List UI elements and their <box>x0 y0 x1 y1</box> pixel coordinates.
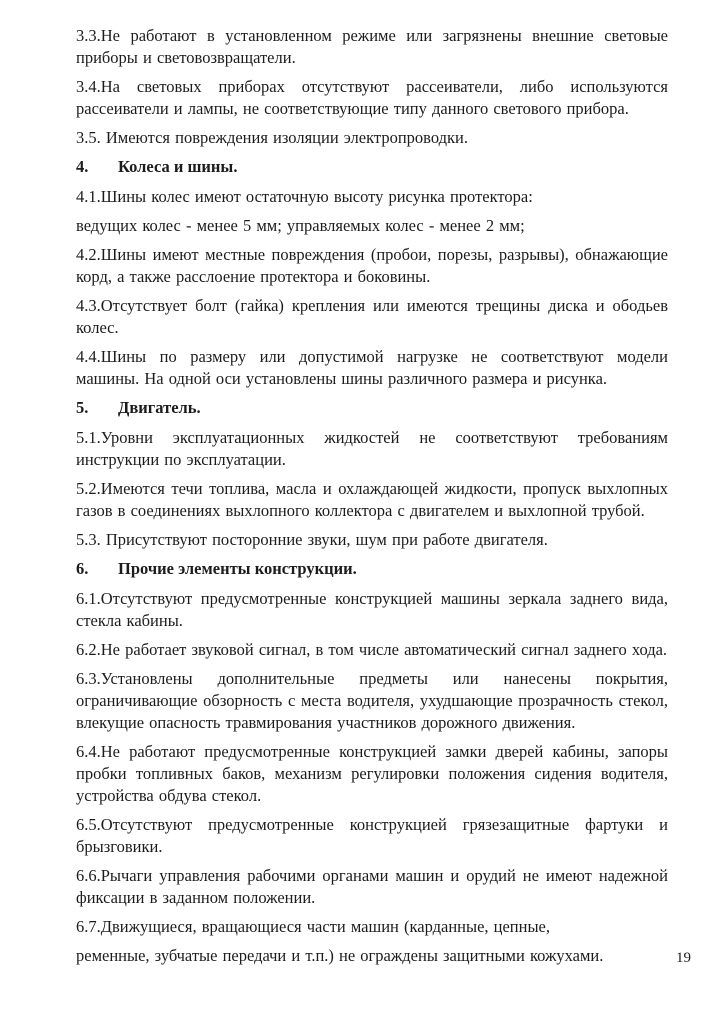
clause-6-6: 6.6.Рычаги управления рабочими органами машин и орудий не имеют надежной фиксации в заданном положении. <box>76 866 668 907</box>
clause-3-4: 3.4.На световых приборах отсутствуют рассеиватели, либо используются рассеиватели и лампы, не соответствующие типу данного светового прибора. <box>76 77 668 118</box>
section-heading-6-title: Прочие элементы конструкции. <box>118 559 357 578</box>
clause-6-7-continuation: ременные, зубчатые передачи и т.п.) не ограждены защитными кожухами. <box>76 946 604 965</box>
section-heading-4 <box>76 156 668 178</box>
clause-5-2: 5.2.Имеются течи топлива, масла и охлаждающей жидкости, пропуск выхлопных газов в соединениях выхлопного коллектора с двигателем и выхлопной трубой. <box>76 479 668 520</box>
section-heading-6-number: 6. <box>76 559 89 578</box>
clause-6-3: 6.3.Установлены дополнительные предметы или нанесены покрытия, ограничивающие обзорность с места водителя, ухудшающие прозрачность стекол, влекущие опасность травмирования участников дорожного движения. <box>76 669 668 732</box>
clause-6-4: 6.4.Не работают предусмотренные конструкцией замки дверей кабины, запоры пробки топливных баков, механизм регулировки положения сидения водителя, устройства обдува стекол. <box>76 742 668 805</box>
section-heading-5-number: 5. <box>76 398 89 417</box>
section-heading-5 <box>76 397 668 419</box>
section-heading-5-title: Двигатель. <box>118 398 201 417</box>
clause-4-1-continuation: ведущих колес - менее 5 мм; управляемых колес - менее 2 мм; <box>76 216 525 235</box>
clause-5-3: 5.3. Присутствуют посторонние звуки, шум при работе двигателя. <box>76 530 548 549</box>
clause-4-1: 4.1.Шины колес имеют остаточную высоту рисунка протектора: <box>76 187 533 206</box>
clause-4-3: 4.3.Отсутствует болт (гайка) крепления или имеются трещины диска и ободьев колес. <box>76 296 668 337</box>
clause-4-4: 4.4.Шины по размеру или допустимой нагрузке не соответствуют модели машины. На одной оси установлены шины различного размера и рисунка. <box>76 347 668 388</box>
clause-3-3: 3.3.Не работают в установленном режиме или загрязнены внешние световые приборы и световозвращатели. <box>76 26 668 67</box>
section-heading-4-title: Колеса и шины. <box>118 157 238 176</box>
clause-4-2: 4.2.Шины имеют местные повреждения (пробои, порезы, разрывы), обнажающие корд, а также расслоение протектора и боковины. <box>76 245 668 286</box>
section-heading-4-number: 4. <box>76 157 89 176</box>
clause-6-2: 6.2.Не работает звуковой сигнал, в том числе автоматический сигнал заднего хода. <box>76 640 668 659</box>
clause-5-1: 5.1.Уровни эксплуатационных жидкостей не соответствуют требованиям инструкции по эксплуатации. <box>76 428 668 469</box>
page-number: 19 <box>676 950 691 966</box>
clause-6-7: 6.7.Движущиеся, вращающиеся части машин (карданные, цепные, <box>76 917 550 936</box>
clause-6-1: 6.1.Отсутствуют предусмотренные конструкцией машины зеркала заднего вида, стекла кабины. <box>76 589 668 630</box>
clause-6-5: 6.5.Отсутствуют предусмотренные конструкцией грязезащитные фартуки и брызговики. <box>76 815 668 856</box>
clause-3-5: 3.5. Имеются повреждения изоляции электропроводки. <box>76 128 468 147</box>
section-heading-6 <box>76 558 668 580</box>
